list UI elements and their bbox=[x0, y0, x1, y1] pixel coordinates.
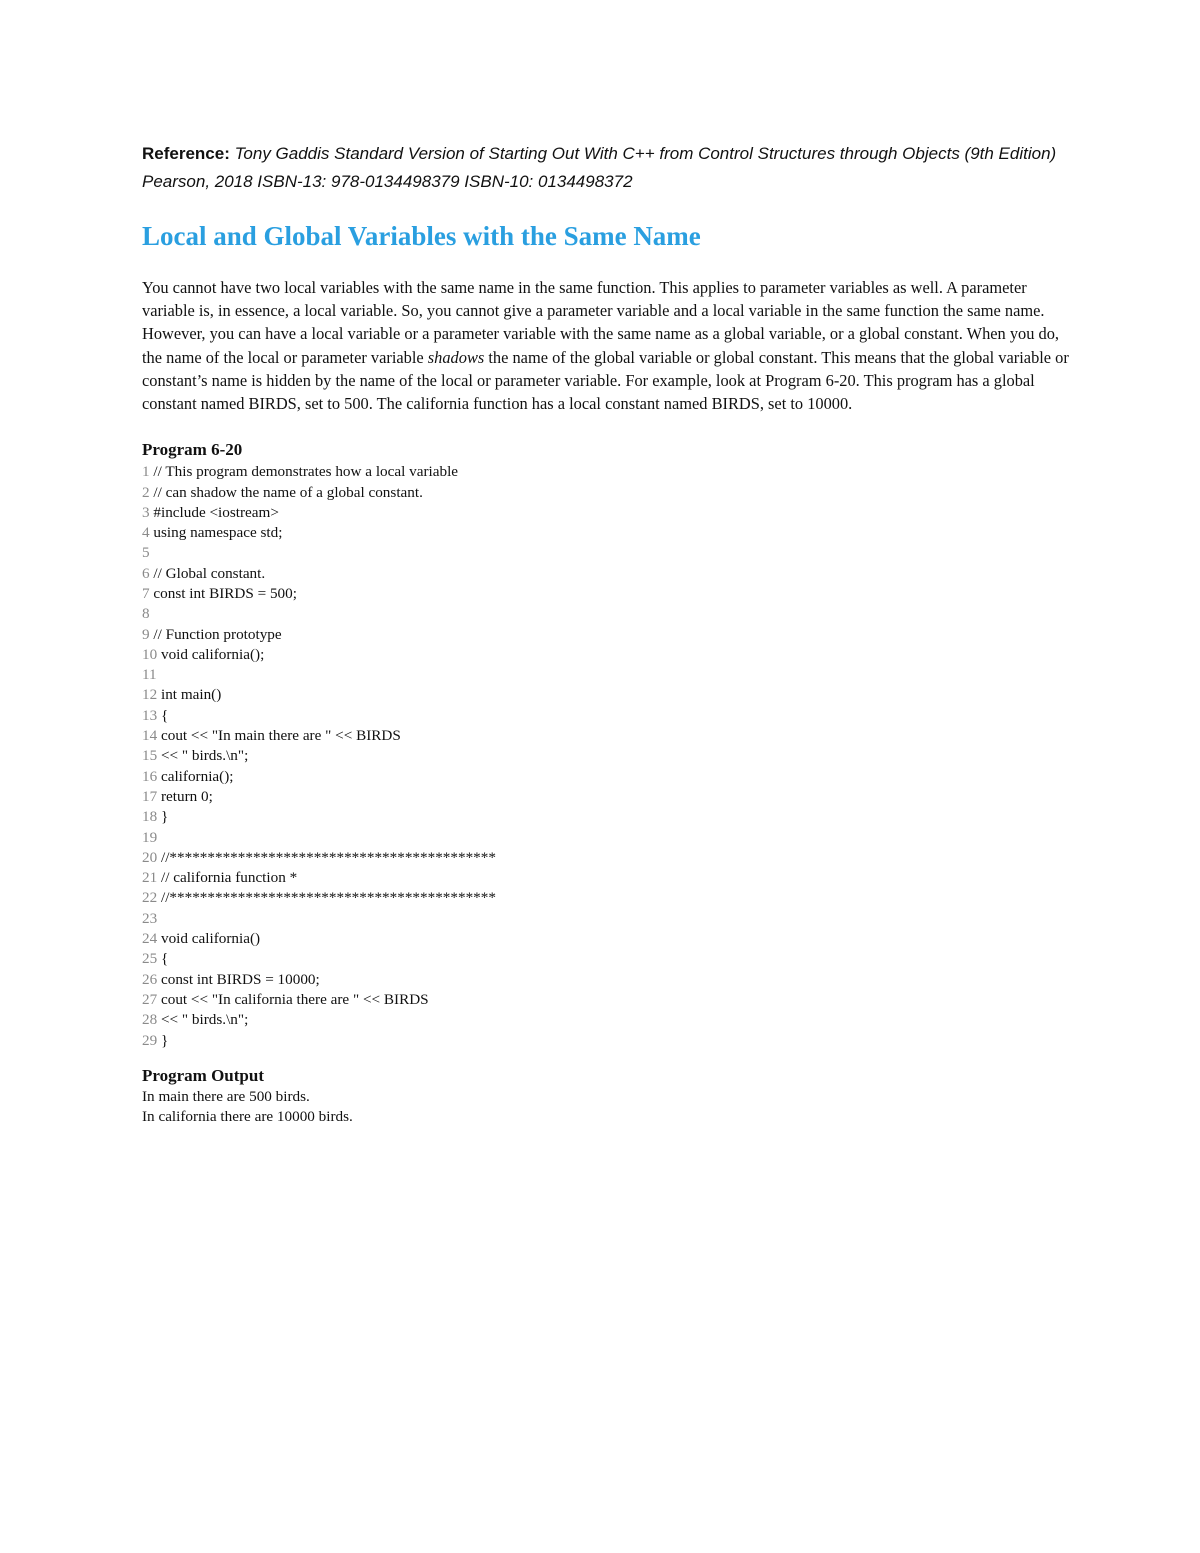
line-number: 9 bbox=[142, 625, 150, 643]
code-line bbox=[142, 828, 1072, 848]
code-text: void california(); bbox=[157, 645, 265, 663]
code-text: int main() bbox=[157, 686, 222, 704]
code-line bbox=[142, 949, 1072, 969]
line-number: 20 bbox=[142, 848, 158, 866]
code-line bbox=[142, 645, 1072, 665]
code-line bbox=[142, 970, 1072, 990]
output-line: In california there are 10000 birds. bbox=[142, 1108, 353, 1126]
document-page bbox=[142, 140, 1072, 1128]
code-line bbox=[142, 909, 1072, 929]
line-number: 15 bbox=[142, 747, 158, 765]
line-number: 3 bbox=[142, 503, 150, 521]
line-number: 17 bbox=[142, 787, 158, 805]
reference-label: Reference: bbox=[142, 144, 230, 163]
line-number: 6 bbox=[142, 564, 150, 582]
line-number: 21 bbox=[142, 869, 158, 887]
code-line bbox=[142, 1010, 1072, 1030]
line-number: 23 bbox=[142, 909, 158, 927]
code-line bbox=[142, 584, 1072, 604]
code-text: << " birds.\n"; bbox=[157, 747, 249, 765]
code-line bbox=[142, 929, 1072, 949]
code-text: // california function * bbox=[157, 869, 298, 887]
code-line bbox=[142, 604, 1072, 624]
code-line bbox=[142, 625, 1072, 645]
code-text: void california() bbox=[157, 930, 261, 948]
code-line bbox=[142, 746, 1072, 766]
output-line: In main there are 500 birds. bbox=[142, 1087, 310, 1105]
line-number: 16 bbox=[142, 767, 158, 785]
code-text: // This program demonstrates how a local variable bbox=[149, 463, 459, 481]
section-title: Local and Global Variables with the Same Name bbox=[142, 221, 701, 251]
output-heading: Program Output bbox=[142, 1065, 264, 1085]
code-text: // Function prototype bbox=[149, 625, 282, 643]
code-line bbox=[142, 503, 1072, 523]
line-number: 4 bbox=[142, 524, 150, 542]
code-line bbox=[142, 462, 1072, 482]
code-line bbox=[142, 543, 1072, 563]
line-number: 11 bbox=[142, 666, 157, 684]
body-text bbox=[142, 276, 1072, 415]
reference-citation bbox=[142, 140, 1072, 196]
emphasized-term: shadows bbox=[427, 347, 485, 367]
code-text: //******************************************* bbox=[157, 848, 496, 866]
paragraph-2-start: However, you can have a local variable or a parameter variable with the same name as a global variable, or a global constant. When you do, the name of the local or parameter variable bbox=[142, 324, 1060, 367]
code-text: } bbox=[157, 808, 169, 826]
code-line bbox=[142, 665, 1072, 685]
paragraph-2-end: the name of the global variable or global constant. This means that the global variable or constant’s name is hidden by the name of the local or parameter variable. For example, look at Program 6-20. This program has a global constant named BIRDS, set to 500. The california function has a local constant named BIRDS, set to 10000. bbox=[142, 347, 1069, 414]
program-output bbox=[142, 1087, 1072, 1128]
line-number: 8 bbox=[142, 605, 150, 623]
code-line bbox=[142, 706, 1072, 726]
code-text: //******************************************* bbox=[157, 889, 496, 907]
code-text: << " birds.\n"; bbox=[157, 1011, 249, 1029]
code-line bbox=[142, 848, 1072, 868]
code-line bbox=[142, 523, 1072, 543]
code-line bbox=[142, 726, 1072, 746]
line-number: 14 bbox=[142, 727, 158, 745]
program-heading: Program 6-20 bbox=[142, 440, 243, 460]
line-number: 27 bbox=[142, 990, 158, 1008]
line-number: 18 bbox=[142, 808, 158, 826]
code-line bbox=[142, 1031, 1072, 1051]
code-text: } bbox=[157, 1031, 169, 1049]
line-number: 10 bbox=[142, 645, 158, 663]
code-line bbox=[142, 807, 1072, 827]
code-line bbox=[142, 787, 1072, 807]
code-line bbox=[142, 990, 1072, 1010]
line-number: 25 bbox=[142, 950, 158, 968]
reference-text: Tony Gaddis Standard Version of Starting Out With C++ from Control Structures through Objects (9th Edition) Pearson, 2018 ISBN-13: 978-0134498379 ISBN-10: 0134498372 bbox=[142, 144, 1057, 191]
line-number: 26 bbox=[142, 970, 158, 988]
line-number: 13 bbox=[142, 706, 158, 724]
code-text: const int BIRDS = 10000; bbox=[157, 970, 320, 988]
line-number: 7 bbox=[142, 585, 150, 602]
code-text: using namespace std; bbox=[149, 524, 283, 542]
line-number: 2 bbox=[142, 483, 150, 501]
line-number: 22 bbox=[142, 889, 158, 907]
line-number: 12 bbox=[142, 686, 158, 704]
paragraph-2 bbox=[142, 322, 1072, 415]
line-number: 29 bbox=[142, 1031, 158, 1049]
code-text: { bbox=[157, 706, 169, 724]
code-listing bbox=[142, 462, 1072, 1051]
code-text: { bbox=[157, 950, 169, 968]
paragraph-1: You cannot have two local variables with the same name in the same function. This applies to parameter variables as well. A parameter variable is, in essence, a local variable. So, you cannot give a parameter variable and a local variable in the same function the same name. bbox=[142, 278, 1045, 321]
code-text: // can shadow the name of a global constant. bbox=[149, 483, 423, 501]
code-line bbox=[142, 564, 1072, 584]
code-text: cout << "In california there are " << BIRDS bbox=[157, 990, 429, 1008]
code-line bbox=[142, 685, 1072, 705]
code-text: cout << "In main there are " << BIRDS bbox=[157, 727, 401, 745]
code-text: california(); bbox=[157, 767, 234, 785]
code-text: const int BIRDS = 500; bbox=[149, 585, 297, 602]
code-line bbox=[142, 483, 1072, 503]
line-number: 24 bbox=[142, 930, 158, 948]
code-text: #include <iostream> bbox=[149, 503, 279, 521]
line-number: 19 bbox=[142, 828, 158, 846]
code-line bbox=[142, 888, 1072, 908]
line-number: 28 bbox=[142, 1011, 158, 1029]
code-line bbox=[142, 767, 1072, 787]
code-line bbox=[142, 868, 1072, 888]
code-text: // Global constant. bbox=[149, 564, 266, 582]
line-number: 1 bbox=[142, 463, 150, 481]
line-number: 5 bbox=[142, 544, 150, 562]
code-text: return 0; bbox=[157, 787, 213, 805]
